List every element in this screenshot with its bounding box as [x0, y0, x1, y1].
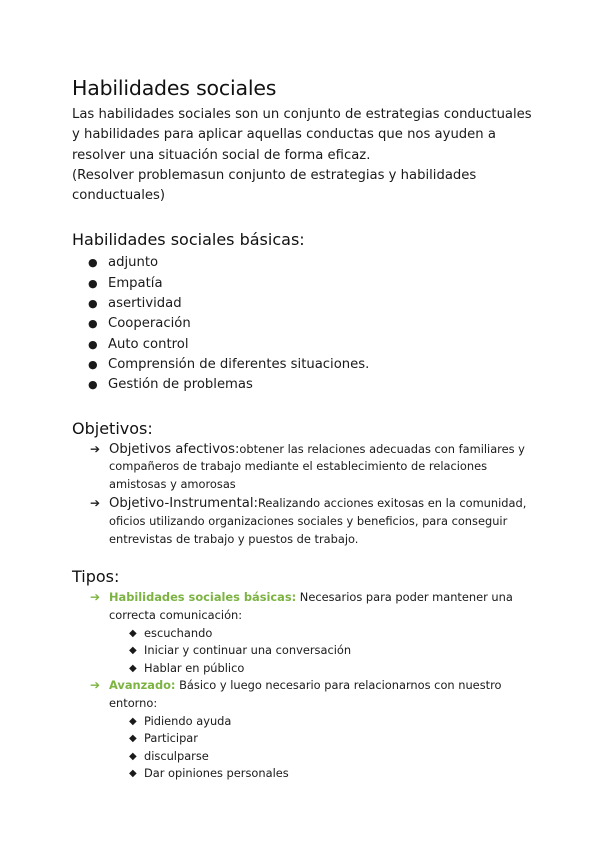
sub-list-item: ◆ Dar opiniones personales — [109, 765, 542, 783]
bullet-icon: ● — [88, 337, 98, 351]
sub-list-item: ◆ Hablar en público — [109, 660, 542, 678]
item-text: Básico y luego necesario para relacionarnos con nuestro entorno: — [109, 678, 502, 710]
list-item — [72, 677, 542, 783]
section-heading-objetivos: Objetivos: — [72, 418, 153, 438]
sub-list-item: ◆ Participar — [109, 730, 542, 748]
sub-list — [109, 625, 542, 678]
bullet-icon: ● — [88, 256, 98, 270]
tipos-list — [72, 589, 542, 783]
bullet-icon: ● — [88, 276, 98, 290]
diamond-icon: ◆ — [129, 715, 137, 727]
page-title: Habilidades sociales — [72, 76, 277, 100]
diamond-icon: ◆ — [129, 627, 137, 639]
item-text: Realizando acciones exitosas en la comunidad, oficios utilizando organizaciones sociales y beneficios, para conseguir entrevistas de trabajo y puestos de trabajo. — [109, 495, 527, 546]
sub-list-item: ◆ Pidiendo ayuda — [109, 713, 542, 731]
list-item — [72, 495, 542, 548]
sub-list-item: ◆ Iniciar y continuar una conversación — [109, 642, 542, 660]
diamond-icon: ◆ — [129, 768, 137, 780]
basicas-list — [72, 253, 542, 395]
sub-list-item: ◆ disculparse — [109, 748, 542, 766]
diamond-icon: ◆ — [129, 645, 137, 657]
item-lead: Objetivo-Instrumental: — [109, 495, 258, 511]
sub-list — [109, 713, 542, 783]
objetivos-list — [72, 441, 542, 549]
item-text: Necesarios para poder mantener una correcta comunicación: — [109, 590, 513, 622]
bullet-icon: ● — [88, 378, 98, 392]
list-item: ● Auto control — [72, 335, 542, 355]
diamond-icon: ◆ — [129, 662, 137, 674]
section-basicas — [72, 229, 542, 395]
bullet-icon: ● — [88, 297, 98, 311]
list-item: ● Comprensión de diferentes situaciones. — [72, 355, 542, 375]
list-item: ● adjunto — [72, 253, 542, 273]
section-heading-basicas: Habilidades sociales básicas: — [72, 230, 305, 250]
list-item — [72, 441, 542, 494]
bullet-icon: ● — [88, 357, 98, 371]
document-page — [72, 74, 542, 783]
list-item: ● Cooperación — [72, 314, 542, 334]
arrow-icon: ➔ — [90, 590, 101, 605]
section-heading-tipos: Tipos: — [72, 567, 120, 587]
item-lead: Objetivos afectivos: — [109, 441, 240, 457]
list-item: ● asertividad — [72, 294, 542, 314]
arrow-icon: ➔ — [90, 678, 101, 693]
intro-paragraph: Las habilidades sociales son un conjunto de estrategias conductuales y habilidades para aplicar aquellas conductas que nos ayuden a resolver una situación social de forma eficaz. — [72, 107, 532, 163]
diamond-icon: ◆ — [129, 733, 137, 745]
sub-list-item: ◆ escuchando — [109, 625, 542, 643]
list-item: ● Empatía — [72, 274, 542, 294]
arrow-icon: ➔ — [90, 495, 101, 510]
intro — [72, 105, 542, 206]
item-label: Habilidades sociales básicas: — [109, 590, 297, 605]
list-item — [72, 589, 542, 677]
section-objetivos — [72, 418, 542, 549]
list-item: ● Gestión de problemas — [72, 375, 542, 395]
arrow-icon: ➔ — [90, 441, 101, 456]
item-label: Avanzado: — [109, 678, 176, 693]
item-text: obtener las relaciones adecuadas con familiares y compañeros de trabajo mediante el establecimiento de relaciones amistosas y amorosas — [109, 441, 525, 492]
bullet-icon: ● — [88, 317, 98, 331]
diamond-icon: ◆ — [129, 750, 137, 762]
intro-note: (Resolver problemasun conjunto de estrategias y habilidades conductuales) — [72, 167, 477, 204]
section-tipos — [72, 566, 542, 783]
